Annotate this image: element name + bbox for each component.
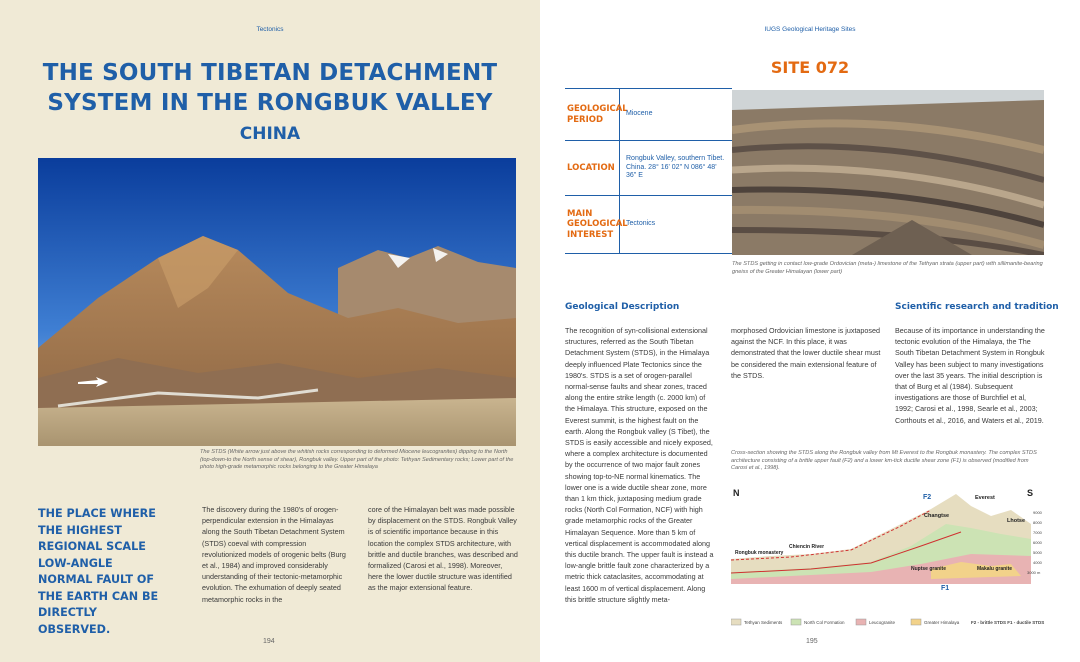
elev-3000: 3000 m — [1027, 570, 1041, 575]
outcrop-photo — [732, 90, 1044, 255]
running-head-right: IUGS Geological Heritage Sites — [764, 26, 856, 33]
running-head-left: Tectonics — [256, 26, 284, 33]
legend-leucogranite: Leucogranite — [869, 620, 896, 625]
info-row-location — [565, 141, 732, 196]
valley-photo — [38, 158, 516, 446]
elev-7000: 7000 — [1033, 530, 1042, 535]
diagram-rongbuk: Rongbuk monastery — [735, 550, 784, 556]
info-label-period: GEOLOGICAL PERIOD — [565, 89, 620, 140]
country-subtitle: CHINA — [239, 124, 301, 144]
diagram-south: S — [1027, 488, 1034, 498]
info-label-location: LOCATION — [565, 141, 620, 195]
page-number-left: 194 — [263, 638, 275, 645]
info-value-period: Miocene — [626, 110, 653, 118]
diagram-f1: F1 — [941, 585, 950, 592]
cross-section-diagram — [731, 484, 1047, 612]
diagram-legend — [731, 615, 1047, 635]
elev-5000: 5000 — [1033, 550, 1042, 555]
geo-description-column-1: The recognition of syn-collisional extensional structures, referred as the South Tibetan Detachment System (STDS), in the Himalaya deeply influenced Plate Tectonics since the 1980's. STDS is a set of orogen-parallel normal-sense faults and shear zones, traced along the entire strike length (c. 2000 km) of the Himalaya. This structure, exposed on the Everest summit, is the highest fault on the earth. Along the Rongbuk valley (S Tibet), the STDS is easily accessible and nicely exposed, where a complex architecture is documented by the occurrence of two major fault zones showing top-to-NE normal kinematics. The lower one is a wide ductile shear zone, more than 1 km thick, juxtaposing medium grade rocks (North Col Formation, NCF) with high grade metamorphic rocks of the Greater Himalayan Sequence. More than 5 km of vertical displacement is accommodated along this ductile branch. The upper fault is instead a low-angle brittle fault zone characterized by a metric thick cataclasites, accommodating at least 1600 m of vertical displacement. Along this brittle structure slightly meta- — [565, 326, 714, 604]
elev-8000: 8000 — [1033, 520, 1042, 525]
geo-description-column-2: morphosed Ordovician limestone is juxtaposed against the NCF. In this place, it was demonstrated that the lower ductile shear must be considered the main extensional feature of the STDS. — [731, 326, 881, 380]
diagram-changtse: Changtse — [924, 513, 950, 519]
title-line-2: SYSTEM IN THE RONGBUK VALLEY — [47, 90, 493, 116]
geological-description-heading: Geological Description — [565, 302, 680, 312]
scientific-research-heading: Scientific research and tradition — [895, 302, 1059, 312]
info-value-interest: Tectonics — [626, 220, 656, 228]
diagram-chiencin: Chiencin River — [789, 544, 825, 550]
diagram-lhotse: Lhotse — [1007, 518, 1026, 524]
scientific-research-column: Because of its importance in understanding the tectonic evolution of the Himalaya, the The South Tibetan Detachment System in Rongbuk Valley has been subject to many investigations over the last 35 years. The initial description is that of Burg et al (1984). Subsequent investigations are those of Burchfiel et al, 1992; Carosi et al., 1998, Searle et al., 2003; Corthouts et al., 2016, and Waters et al., 2019. — [895, 326, 1045, 425]
info-value-location: Rongbuk Valley, southern Tibet. China. 28° 16' 02" N 086° 48' 36" E — [626, 155, 725, 180]
diagram-f2: F2 — [923, 494, 932, 501]
elev-9000: 9000 — [1033, 510, 1042, 515]
legend-tethyan: Tethyan Sediments — [744, 620, 783, 625]
body-column-2: core of the Himalayan belt was made possible by displacement on the STDS. Rongbuk Valley is of scientific importance because in this location the complex STDS architecture, with brittle and ductile branches, was described and formalized (Carosi et al., 1998). Moreover, here the lower ductile structure was identified as the major extensional feature. — [368, 505, 518, 593]
photo-caption-left: The STDS (White arrow just above the whitish rocks corresponding to deformed Miocene leucogranites) dipping to the North (top-down-to the North sense of shear), Rongbuk valley. Upper part of the photo: Tethyan Sedimentary rocks; Lower part of the photo high-grade metamorphic rocks belonging to the Greater Himalaya — [200, 449, 514, 470]
diagram-everest: Everest — [975, 495, 995, 501]
legend-faults: F2 - brittle STDS F1 - ductile STDS — [971, 620, 1045, 625]
site-label: SITE 072 — [770, 58, 850, 77]
elev-4000: 4000 — [1033, 560, 1042, 565]
title-line-1: THE SOUTH TIBETAN DETACHMENT — [42, 60, 498, 86]
elev-6000: 6000 — [1033, 540, 1042, 545]
info-label-interest: MAIN GEOLOGICAL INTEREST — [565, 196, 620, 253]
diagram-makalu: Makalu granite — [977, 566, 1013, 572]
page-number-right: 195 — [806, 638, 818, 645]
info-row-period — [565, 88, 732, 141]
site-info-table — [565, 88, 732, 254]
photo-caption-right: The STDS getting in contact low-grade Ordovician (meta-) limestone of the Tethyan strata (upper part) with sillimanite-bearing gneiss of the Greater Himalayan (lower part) — [732, 261, 1043, 275]
pull-quote: THE PLACE WHERE THE HIGHEST REGIONAL SCALE LOW-ANGLE NORMAL FAULT OF THE EARTH CAN BE DIRECTLY OBSERVED. — [38, 507, 159, 636]
legend-greater-himalaya: Greater Himalaya — [924, 620, 960, 625]
diagram-nuptse: Nuptse granite — [911, 566, 947, 572]
legend-north-col: North Col Formation — [804, 620, 845, 625]
diagram-north: N — [733, 488, 740, 498]
diagram-caption: Cross-section showing the STDS along the Rongbuk valley from Mt Everest to the Rongbuk monastery. The complex STDS architecture consisting of a brittle upper fault (F2) and a lower km-tick ductile shear zone (F1) is observed (modified from Carosi et al., 1998). — [731, 450, 1037, 471]
body-column-1: The discovery during the 1980's of orogen-perpendicular extension in the Himalayas along the South Tibetan Detachment System (STDS) coeval with compression revolutionized models of orogenic belts (Burg et al., 1984) and improved considerably understanding of their tectonic-metamorphic evolution. The exhumation of deeply seated metamorphic rocks in the — [202, 505, 346, 604]
page-title — [0, 58, 540, 118]
info-row-interest — [565, 196, 732, 254]
